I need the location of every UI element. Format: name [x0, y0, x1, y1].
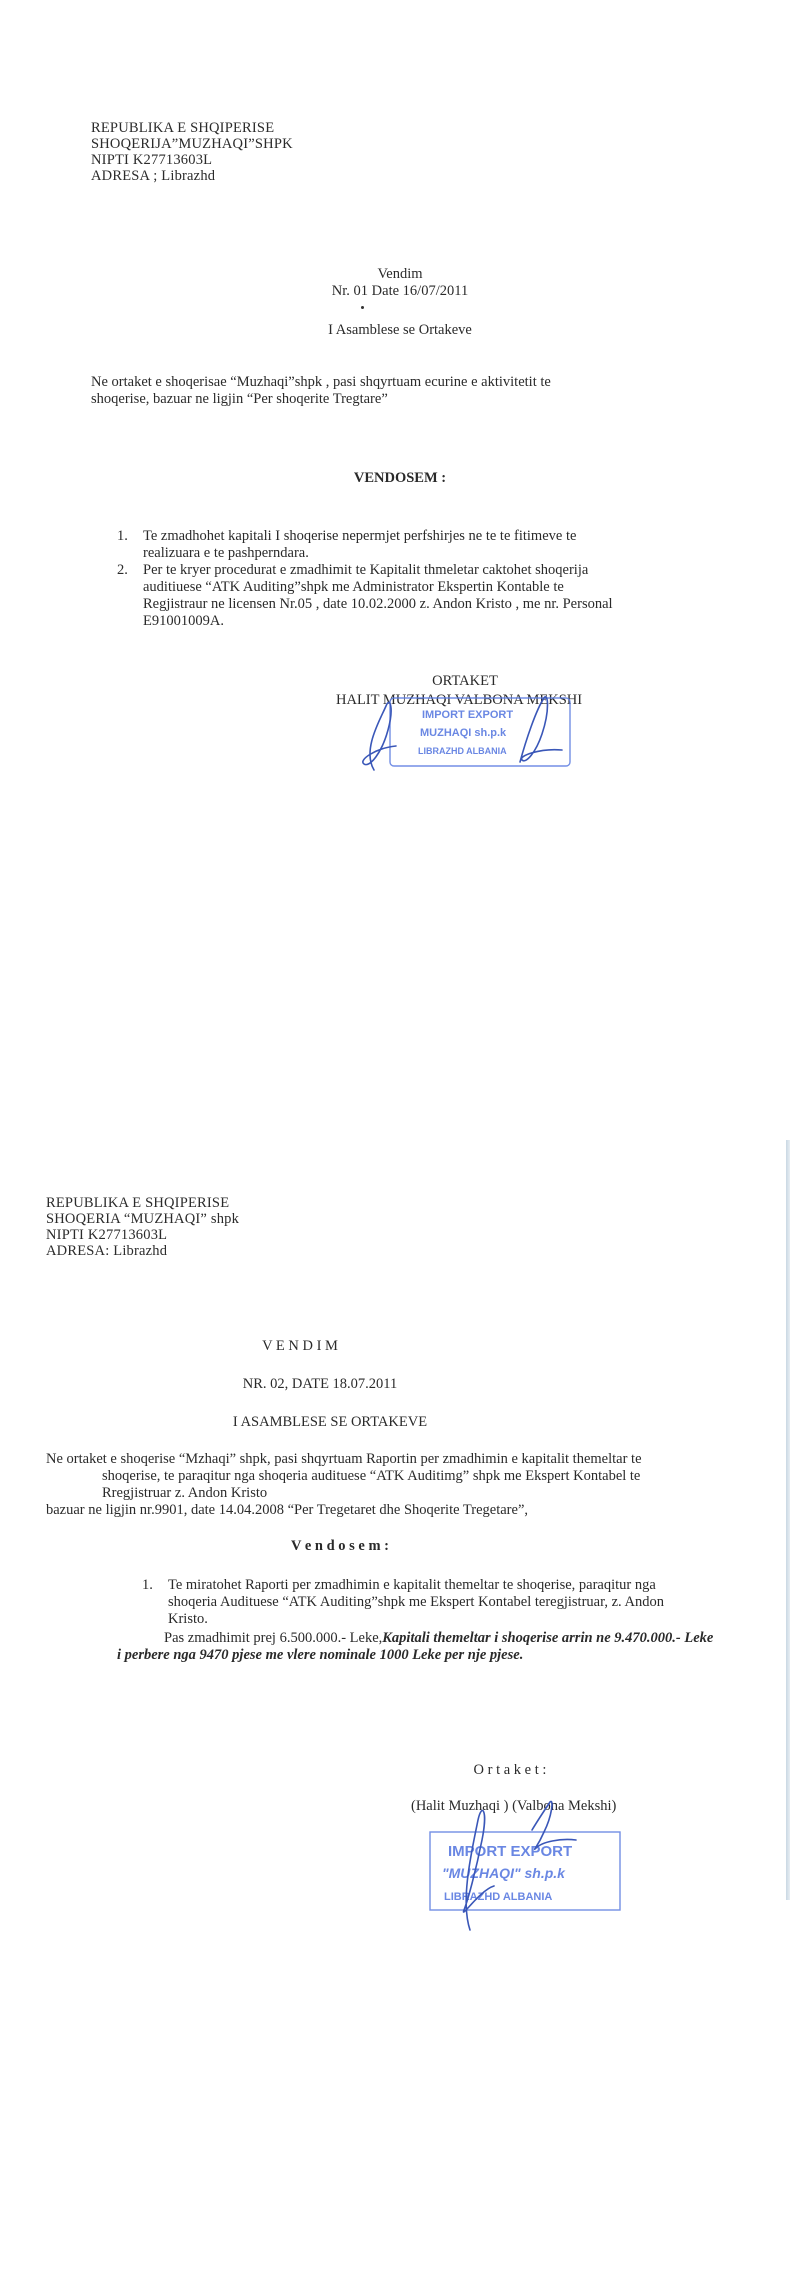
- capital-prefix: Pas zmadhimit prej 6.500.000.- Leke,: [164, 1630, 383, 1646]
- intro-line: Ne ortaket e shoqerise “Mzhaqi” shpk, pasi shqyrtuam Raportin per zmadhimin e kapitalit themeltar te: [46, 1451, 642, 1467]
- decision-item: [142, 1577, 742, 1628]
- capital-paragraph: [117, 1630, 757, 1664]
- decision-number-date: Nr. 01 Date 16/07/2011: [331, 283, 469, 299]
- stamp-and-signatures-1: [350, 690, 610, 800]
- bullet-dot: [361, 306, 364, 309]
- decision-item: [117, 528, 697, 562]
- decision-heading: VENDOSEM :: [353, 470, 447, 486]
- intro-line: Ne ortaket e shoqerisae “Muzhaqi”shpk , pasi shqyrtuam ecurine e aktivitetit te: [91, 374, 551, 390]
- letterhead-country: REPUBLIKA E SHQIPERISE: [46, 1195, 230, 1211]
- item-line: E91001009A.: [143, 613, 224, 629]
- document-page-2: [0, 1140, 800, 2292]
- decision-title: Vendim: [377, 266, 423, 282]
- partners-names: HALIT MUZHAQI VALBONA MEKSHI: [336, 692, 583, 708]
- capital-line: [117, 1630, 757, 1647]
- stamp-line: MUZHAQI sh.p.k: [420, 727, 507, 739]
- intro-line: Rregjistruar z. Andon Kristo: [102, 1485, 268, 1501]
- partners-label: ORTAKET: [432, 673, 498, 689]
- intro-paragraph: [91, 374, 691, 408]
- assembly-title: I ASAMBLESE SE ORTAKEVE: [232, 1414, 428, 1430]
- letterhead-country: REPUBLIKA E SHQIPERISE: [91, 120, 275, 136]
- item-line: Regjistraur ne licensen Nr.05 , date 10.02.2000 z. Andon Kristo , me nr. Personal: [143, 596, 613, 612]
- intro-line: shoqerise, te paraqitur nga shoqeria audituese “ATK Auditimg” shpk me Ekspert Kontabel te: [102, 1468, 641, 1484]
- signature-halit-mark: [363, 702, 396, 770]
- item-line: realizuara e te pashperndara.: [143, 545, 309, 561]
- item-line: Te zmadhohet kapitali I shoqerise nepermjet perfshirjes ne te te fitimeve te: [143, 528, 577, 544]
- item-line: Te miratohet Raporti per zmadhimin e kapitalit themeltar te shoqerise, paraqitur nga: [168, 1577, 656, 1593]
- assembly-title: I Asamblese se Ortakeve: [328, 322, 472, 338]
- document-page-1: [0, 0, 800, 1130]
- stamp-line: IMPORT EXPORT: [422, 709, 514, 721]
- letterhead-1: [91, 120, 431, 184]
- letterhead-2: [46, 1195, 386, 1259]
- capital-shares-line: i perbere nga 9470 pjese me vlere nominale 1000 Leke per nje pjese.: [117, 1647, 524, 1663]
- letterhead-address: ADRESA: Librazhd: [46, 1243, 168, 1259]
- item-number: 1.: [142, 1577, 153, 1593]
- stamp-line: "MUZHAQI" sh.p.k: [442, 1865, 565, 1881]
- stamp-line: IMPORT EXPORT: [448, 1843, 573, 1860]
- signature-valbona-mark: [520, 697, 562, 762]
- intro-line: bazuar ne ligjin nr.9901, date 14.04.2008 “Per Tregetaret dhe Shoqerite Tregetare”,: [46, 1502, 529, 1518]
- letterhead-company: SHOQERIA “MUZHAQI” shpk: [46, 1211, 240, 1227]
- letterhead-company: SHOQERIJA”MUZHAQI”SHPK: [91, 136, 293, 152]
- partners-names: (Halit Muzhaqi ) (Valbona Mekshi): [411, 1798, 617, 1814]
- capital-statement: Kapitali themeltar i shoqerise arrin ne 9.470.000.- Leke: [382, 1630, 714, 1646]
- stamp-and-signatures-2: [420, 1790, 640, 1940]
- decision-heading: V e n d o s e m :: [290, 1538, 389, 1554]
- decision-number-date: NR. 02, DATE 18.07.2011: [242, 1376, 398, 1392]
- item-line: shoqeria Audituese “ATK Auditing”shpk me Ekspert Kontabel teregjistruar, z. Andon: [168, 1594, 664, 1610]
- item-line: Kristo.: [168, 1611, 208, 1627]
- stamp-line: LIBRAZHD ALBANIA: [418, 746, 507, 756]
- decision-item: [117, 562, 697, 630]
- decision-items: [117, 528, 697, 630]
- letterhead-nipt: NIPTI K27713603L: [46, 1227, 168, 1243]
- decision-title: V E N D I M: [262, 1338, 338, 1354]
- decision-items: [142, 1577, 742, 1628]
- scan-page-edge: [786, 1140, 790, 1900]
- partners-label: O r t a k e t :: [473, 1762, 547, 1778]
- letterhead-nipt: NIPTI K27713603L: [91, 152, 213, 168]
- stamp-line: LIBRAZHD ALBANIA: [444, 1891, 553, 1903]
- intro-line: shoqerise, bazuar ne ligjin “Per shoqerite Tregtare”: [91, 391, 388, 407]
- item-number: 1.: [117, 528, 128, 544]
- item-number: 2.: [117, 562, 128, 578]
- item-line: auditiuese “ATK Auditing”shpk me Administrator Ekspertin Kontable te: [143, 579, 564, 595]
- item-line: Per te kryer procedurat e zmadhimit te Kapitalit thmeletar caktohet shoqerija: [143, 562, 589, 578]
- intro-paragraph: [46, 1451, 776, 1519]
- letterhead-address: ADRESA ; Librazhd: [91, 168, 216, 184]
